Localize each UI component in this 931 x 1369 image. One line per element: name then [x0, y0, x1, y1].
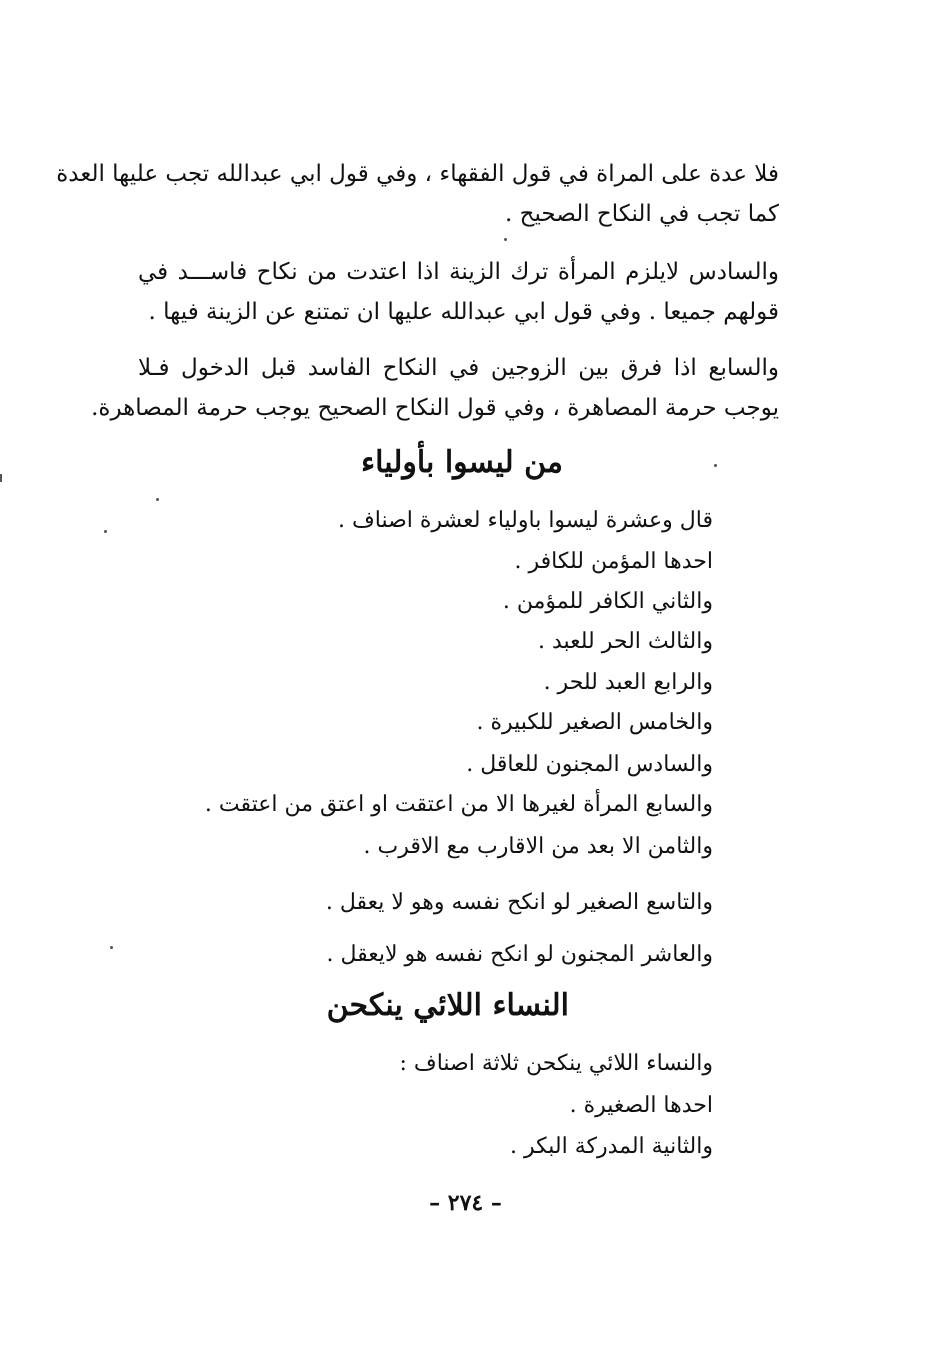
list-item: والثانية المدركة البكر . — [509, 1134, 713, 1159]
paragraph-3-line-1: والسابع اذا فرق بين الزوجين في النكاح الفاسد قبل الدخول فـلا — [138, 355, 779, 381]
scan-speck — [504, 238, 507, 241]
list-item: والتاسع الصغير لو انكح نفسه وهو لا يعقل . — [325, 890, 713, 915]
list-item: والسابع المرأة لغيرها الا من اعتقت او اعتق من اعتقت . — [204, 792, 713, 817]
list-item: والخامس الصغير للكبيرة . — [476, 710, 713, 735]
list-item: والرابع العبد للحر . — [543, 670, 713, 695]
paragraph-2-line-1: والسادس لايلزم المرأة ترك الزينة اذا اعتدت من نكاح فاســـد في — [138, 259, 779, 285]
paragraph-1-line-2: كما تجب في النكاح الصحيح . — [505, 201, 779, 227]
page-number: – ٢٧٤ – — [429, 1190, 502, 1216]
list-item: والسادس المجنون للعاقل . — [466, 752, 713, 777]
list-item: والعاشر المجنون لو انكح نفسه هو لايعقل . — [326, 942, 713, 967]
section-heading-marriageable-women: النساء اللائي ينكحن — [326, 988, 569, 1023]
list-item: والثامن الا بعد من الاقارب مع الاقرب . — [363, 834, 713, 859]
scan-speck — [104, 530, 107, 533]
list-item: والثاني الكافر للمؤمن . — [502, 589, 713, 614]
paragraph-1-line-1: فلا عدة على المراة في قول الفقهاء ، وفي قول ابي عبدالله تجب عليها العدة — [56, 161, 779, 187]
list-item: احدها الصغيرة . — [569, 1093, 713, 1118]
scan-speck — [110, 946, 113, 949]
scan-speck — [0, 474, 2, 482]
list-item: احدها المؤمن للكافر . — [514, 549, 713, 574]
paragraph-3-line-2: يوجب حرمة المصاهرة ، وفي قول النكاح الصحيح يوجب حرمة المصاهرة. — [91, 395, 779, 421]
paragraph-2-line-2: قولهم جميعا . وفي قول ابي عبدالله عليها ان تمتنع عن الزينة فيها . — [148, 299, 779, 325]
scan-speck — [714, 464, 717, 467]
scan-speck — [156, 498, 159, 501]
list-item: قال وعشرة ليسوا باولياء لعشرة اصناف . — [337, 508, 713, 533]
list-item: والنساء اللائي ينكحن ثلاثة اصناف : — [399, 1051, 713, 1076]
list-item: والثالث الحر للعبد . — [537, 629, 713, 654]
section-heading-non-guardians: من ليسوا بأولياء — [360, 445, 563, 480]
